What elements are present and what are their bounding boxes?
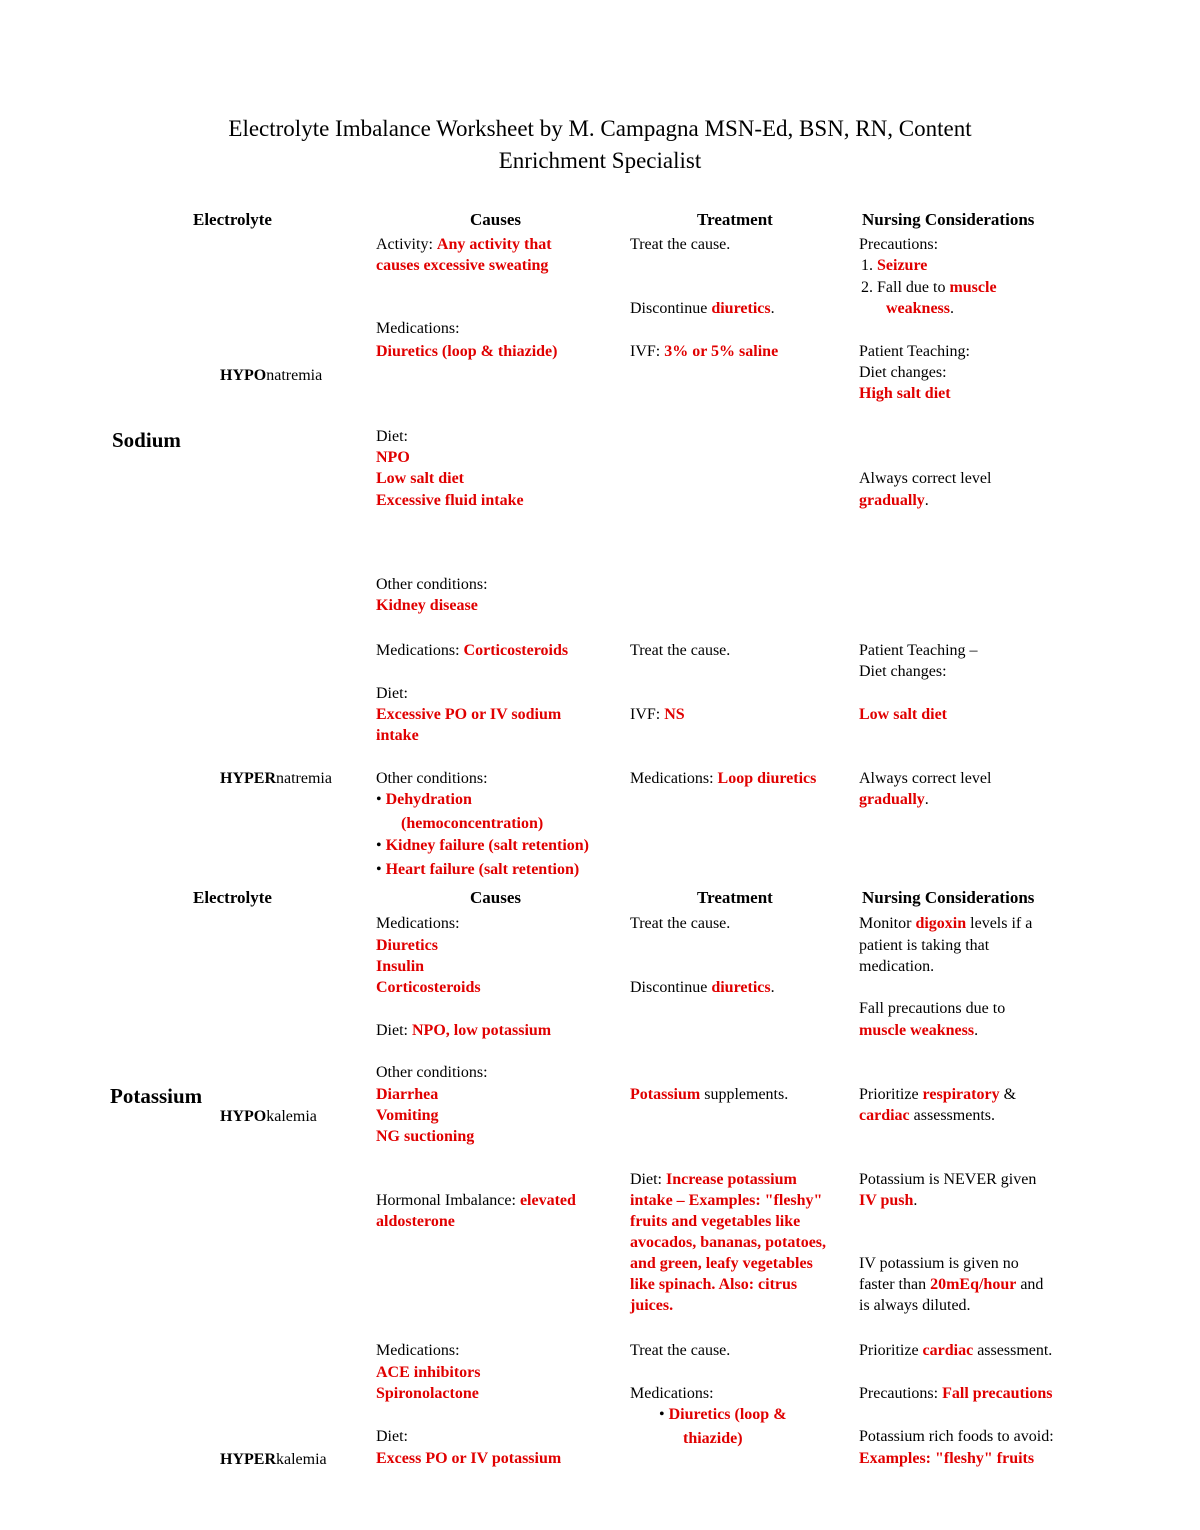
diet-item: Low salt diet <box>376 470 464 487</box>
ivf-label: IVF: <box>630 706 665 723</box>
precaution-value: weakness <box>886 300 951 317</box>
iv-text: is always diluted. <box>859 1297 971 1314</box>
diet-item: Excessive fluid intake <box>376 492 524 509</box>
prioritize-text: assessments. <box>909 1107 995 1124</box>
precautions-label: Precautions: <box>859 1385 943 1402</box>
ivf <box>630 341 778 362</box>
prioritize-label: Prioritize <box>859 1086 923 1103</box>
iv-text: and <box>1016 1276 1044 1293</box>
prefix-hypo: HYPO <box>220 1108 267 1125</box>
fall-precautions <box>859 1020 978 1041</box>
bullet: • <box>376 837 386 854</box>
other-condition: Vomiting <box>376 1107 439 1124</box>
prioritize-label: Prioritize <box>859 1342 923 1359</box>
prioritize-value: cardiac <box>859 1107 910 1124</box>
treat-cause: Treat the cause. <box>630 642 731 659</box>
iv-rate <box>859 1274 1043 1295</box>
supplement-text: supplements. <box>700 1086 789 1103</box>
prioritize <box>859 1084 1016 1105</box>
diet-value: Increase potassium <box>666 1171 797 1188</box>
diet-value-line: and green, leafy vegetables <box>630 1255 813 1272</box>
other-condition: NG suctioning <box>376 1128 475 1145</box>
diet-label: Diet: <box>376 1428 408 1445</box>
diet-label: Diet: <box>376 1022 412 1039</box>
period: . <box>950 300 955 317</box>
suffix-kalemia: kalemia <box>266 1108 317 1125</box>
medications <box>630 768 816 789</box>
suffix-kalemia: kalemia <box>276 1451 327 1468</box>
precaution-value: Seizure <box>877 257 928 274</box>
worksheet-title <box>0 113 1200 177</box>
iv-value: 20mEq/hour <box>930 1276 1017 1293</box>
bullet: • <box>659 1406 669 1423</box>
foods-value: Examples: "fleshy" fruits <box>859 1450 1035 1467</box>
other-conditions-label: Other conditions: <box>376 770 488 787</box>
medications-label: Medications: <box>630 770 718 787</box>
other-conditions-label: Other conditions: <box>376 576 488 593</box>
medication-item: Spironolactone <box>376 1385 479 1402</box>
foods-text: Potassium rich foods to avoid: <box>859 1428 1054 1445</box>
diet <box>630 1169 797 1190</box>
medications-label: Medications: <box>376 915 460 932</box>
row-label-hypokalemia <box>220 1106 317 1127</box>
row-label-hypernatremia <box>220 768 332 789</box>
treat-cause: Treat the cause. <box>630 236 731 253</box>
medications-value: Loop diuretics <box>717 770 817 787</box>
medications-label: Medications: <box>376 642 464 659</box>
row-label-hyperkalemia <box>220 1449 327 1470</box>
medication-item: Diuretics <box>376 937 438 954</box>
hormonal-label: Hormonal Imbalance: <box>376 1192 520 1209</box>
row-label-hyponatremia <box>220 365 322 386</box>
header-electrolyte: Electrolyte <box>193 888 272 907</box>
other-condition <box>376 859 579 880</box>
correct-level-value: gradually <box>859 492 925 509</box>
diet-changes-value: High salt diet <box>859 385 951 402</box>
monitor-label: Monitor <box>859 915 916 932</box>
iv-text: IV potassium is given no <box>859 1255 1019 1272</box>
list-number: 1. <box>861 257 877 274</box>
diet-value: Excess PO or IV potassium <box>376 1450 562 1467</box>
never-value-line: IV push. <box>859 1192 918 1209</box>
discontinue <box>630 977 775 998</box>
medications-label: Medications: <box>630 1385 714 1402</box>
period: . <box>770 979 775 996</box>
fall-value: muscle weakness <box>859 1022 975 1039</box>
monitor <box>859 913 1032 934</box>
medications-value: Diuretics (loop & thiazide) <box>376 343 558 360</box>
correct-level: gradually. <box>859 492 929 509</box>
precaution-2 <box>861 277 997 298</box>
diet-label: Diet: <box>376 685 408 702</box>
diet-value-line: like spinach. Also: citrus <box>630 1276 798 1293</box>
other-condition: Diarrhea <box>376 1086 439 1103</box>
never-value: IV push <box>859 1192 914 1209</box>
precaution-value: muscle <box>949 279 997 296</box>
hormonal-imbalance <box>376 1190 576 1211</box>
medication-item <box>659 1404 787 1425</box>
supplements <box>630 1084 788 1105</box>
period: . <box>770 300 775 317</box>
list-number: 2. <box>861 279 877 296</box>
monitor-text-cont: patient is taking that <box>859 937 990 954</box>
diet-value: NPO, low potassium <box>412 1022 552 1039</box>
other-conditions-label: Other conditions: <box>376 1064 488 1081</box>
other-condition <box>376 789 472 810</box>
condition-value: Heart failure (salt retention) <box>385 861 580 878</box>
header-electrolyte: Electrolyte <box>193 210 272 229</box>
correct-level-label: Always correct level <box>859 770 992 787</box>
prioritize-cont <box>859 1105 995 1126</box>
diet <box>376 1020 551 1041</box>
medication-value-cont: thiazide) <box>683 1430 743 1447</box>
activity-value-cont: causes excessive sweating <box>376 257 549 274</box>
header-treatment: Treatment <box>697 210 773 229</box>
discontinue-value: diuretics <box>711 300 771 317</box>
correct-level: gradually. <box>859 791 929 808</box>
header-nursing: Nursing Considerations <box>862 888 1035 907</box>
patient-teaching-label: Patient Teaching: <box>859 343 970 360</box>
diet-label: Diet: <box>630 1171 666 1188</box>
diet-changes-label: Diet changes: <box>859 364 947 381</box>
never-text: Potassium is NEVER given <box>859 1171 1037 1188</box>
medications-label: Medications: <box>376 1342 460 1359</box>
diet-value-line: intake – Examples: "fleshy" <box>630 1192 823 1209</box>
bullet: • <box>376 861 386 878</box>
discontinue-label: Discontinue <box>630 979 712 996</box>
medications <box>376 640 568 661</box>
diet-label: Diet: <box>376 428 408 445</box>
ampersand: & <box>999 1086 1017 1103</box>
diet-changes-label: Diet changes: <box>859 663 947 680</box>
monitor-text: levels if a <box>966 915 1033 932</box>
medication-value: Diuretics (loop & <box>668 1406 787 1423</box>
monitor-text-cont: medication. <box>859 958 935 975</box>
discontinue-value: diuretics <box>711 979 771 996</box>
prefix-hyper: HYPER <box>220 770 276 787</box>
header-treatment: Treatment <box>697 888 773 907</box>
diet-value-line: juices. <box>630 1297 674 1314</box>
suffix-natremia: natremia <box>266 367 323 384</box>
prioritize-text: assessment. <box>973 1342 1053 1359</box>
hormonal-value: elevated <box>519 1192 576 1209</box>
section-label-potassium: Potassium <box>110 1084 203 1108</box>
diet-value-line: fruits and vegetables like <box>630 1213 801 1230</box>
ivf <box>630 704 685 725</box>
correct-level-value: gradually <box>859 791 925 808</box>
diet-value-cont: intake <box>376 727 419 744</box>
prefix-hypo: HYPO <box>220 367 267 384</box>
condition-value: Kidney failure (salt retention) <box>385 837 589 854</box>
header-causes: Causes <box>470 210 522 229</box>
suffix-natremia: natremia <box>276 770 332 787</box>
hormonal-value-cont: aldosterone <box>376 1213 455 1230</box>
precaution-2-cont <box>886 298 954 319</box>
cause-activity <box>376 234 552 255</box>
medication-item: Corticosteroids <box>376 979 481 996</box>
discontinue <box>630 298 775 319</box>
medications-label: Medications: <box>376 320 460 337</box>
patient-teaching-label: Patient Teaching – <box>859 642 978 659</box>
title-line-2: Enrichment Specialist <box>498 148 702 173</box>
section-label-sodium: Sodium <box>112 428 181 452</box>
medications-value: Corticosteroids <box>463 642 569 659</box>
precautions-value: Fall precautions <box>942 1385 1053 1402</box>
prioritize <box>859 1340 1052 1361</box>
iv-text: faster than <box>859 1276 931 1293</box>
correct-level-label: Always correct level <box>859 470 992 487</box>
activity-label: Activity: <box>376 236 437 253</box>
header-causes: Causes <box>470 888 522 907</box>
discontinue-label: Discontinue <box>630 300 712 317</box>
condition-value: Dehydration <box>385 791 472 808</box>
diet-value: Excessive PO or IV sodium <box>376 706 562 723</box>
title-line-1: Electrolyte Imbalance Worksheet by M. Campagna MSN-Ed, BSN, RN, Content <box>228 116 972 141</box>
monitor-value: digoxin <box>915 915 967 932</box>
treat-cause: Treat the cause. <box>630 1342 731 1359</box>
prioritize-value: cardiac <box>922 1342 974 1359</box>
supplement-value: Potassium <box>630 1086 701 1103</box>
bullet: • <box>376 791 386 808</box>
header-nursing: Nursing Considerations <box>862 210 1035 229</box>
prioritize-value: respiratory <box>922 1086 1000 1103</box>
ivf-label: IVF: <box>630 343 665 360</box>
diet-item: NPO <box>376 449 410 466</box>
precaution-text: Fall due to <box>877 279 950 296</box>
ivf-value: 3% or 5% saline <box>664 343 779 360</box>
period: . <box>974 1022 979 1039</box>
fall-precautions-text: Fall precautions due to <box>859 1000 1006 1017</box>
activity-value: Any activity that <box>436 236 552 253</box>
other-condition: Kidney disease <box>376 597 478 614</box>
precautions-label: Precautions: <box>859 236 939 253</box>
other-condition-cont: (hemoconcentration) <box>401 815 544 832</box>
medication-item: Insulin <box>376 958 425 975</box>
medication-item: ACE inhibitors <box>376 1364 481 1381</box>
ivf-value: NS <box>664 706 685 723</box>
precautions <box>859 1383 1052 1404</box>
diet-value-line: avocados, bananas, potatoes, <box>630 1234 827 1251</box>
treat-cause: Treat the cause. <box>630 915 731 932</box>
other-condition <box>376 835 589 856</box>
precaution-1 <box>861 255 927 276</box>
diet-changes-value: Low salt diet <box>859 706 947 723</box>
prefix-hyper: HYPER <box>220 1451 276 1468</box>
